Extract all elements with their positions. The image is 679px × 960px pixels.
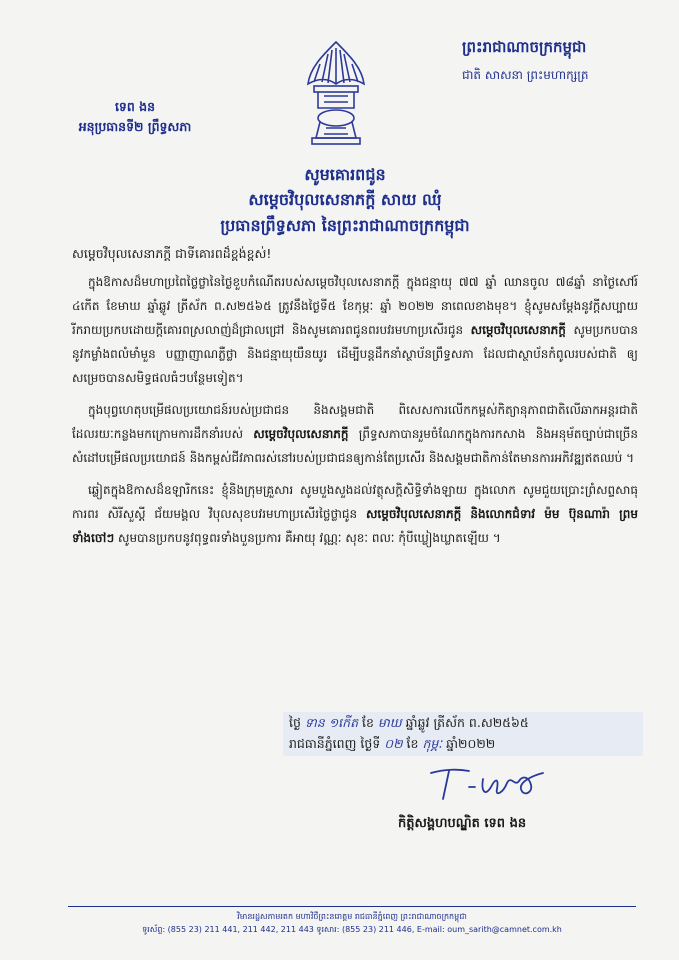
paragraph-3-bold: សម្តេចវិបុលសេនាភក្តី និងលោកជំទាវ ម៉ម ប៊ុនណារ៉ា ព្រមទាំងចៅៗ — [72, 507, 638, 545]
sender-title: អនុប្រធានទី២ ព្រឹទ្ធសភា — [78, 119, 192, 134]
lunar-date-line — [283, 712, 643, 733]
paragraph-1 — [72, 270, 638, 390]
kingdom-header — [462, 38, 672, 85]
date-block — [283, 712, 643, 756]
footer-contact: ទូរស័ព្ទ: (855 23) 211 441, 211 442, 211 443 ទូរសារ: (855 23) 211 446, E-mail: oum_sarith@camnet.com.kh — [142, 925, 562, 934]
lunar-month-label: ខែ — [361, 715, 374, 730]
national-motto: ជាតិ សាសនា ព្រះមហាក្សត្រ — [462, 68, 589, 82]
solar-year: ឆ្នាំ២០២២ — [446, 736, 496, 751]
recipient-block — [120, 163, 570, 239]
footer — [68, 910, 636, 936]
paragraph-2-text-b: ព្រឹទ្ធសភាបានរួមចំណែកក្នុងការកសាង និងអនុម័តច្បាប់ជាច្រើន សំដៅបម្រើផលប្រយោជន៍ និងកម្ពស់ជីវភាពរស់នៅរបស់ប្រជាជនឲ្យកាន់តែប្រសើរ និងសង្គមជាតិកាន់តែមានការអភិវឌ្ឍឥតឈប់ ។ — [72, 427, 638, 465]
lunar-year: ឆ្នាំឆ្លូវ ត្រីស័ក ព.ស២៥៦៥ — [405, 715, 529, 730]
solar-date-line — [283, 733, 643, 754]
paragraph-3-text-b: សូមបានប្រកបនូវពុទ្ធពរទាំងបួនប្រការ គឺអាយុ វណ្ណៈ សុខៈ ពលៈ កុំបីឃ្លៀងឃ្លាតឡើយ ។ — [118, 531, 501, 545]
signer-name: កិត្តិសង្គហបណ្ឌិត ទេព ងន — [398, 816, 527, 831]
sender-header — [60, 97, 210, 137]
paragraph-2 — [72, 398, 638, 470]
paragraph-2-bold: សម្តេចវិបុលសេនាភក្តី — [253, 427, 349, 441]
recipient-name: សម្តេចវិបុលសេនាភក្តី សាយ ឈុំ — [248, 190, 442, 209]
solar-month-label: ខែ — [406, 736, 419, 751]
recipient-greeting: សូមគោរពជូន — [304, 165, 386, 184]
footer-address: វិមានរដ្ឋសភាមរតក មហាវិថីព្រះនរោត្តម រាជធានីភ្នំពេញ ព្រះរាជាណាចក្រកម្ពុជា — [237, 912, 467, 921]
recipient-title: ប្រធានព្រឹទ្ធសភា នៃព្រះរាជាណាចក្រកម្ពុជា — [220, 216, 470, 235]
salutation: សម្តេចវិបុលសេនាភក្តី ជាទីគោរពដ៏ខ្ពង់ខ្ពស់! — [72, 246, 272, 261]
letter-body — [72, 242, 638, 558]
lunar-month: មាឃ — [377, 715, 402, 730]
paragraph-1-text-b: សូមប្រកបបាននូវកម្លាំងពលំមាំមួន បញ្ញាញាណភ្លឺថ្លា និងជន្មាយុយឺនយូរ ដើម្បីបន្តដឹកនាំស្ថាប័នព្រឹទ្ធសភា ដែលជាស្ថាប័នកំពូលរបស់ជាតិ ឲ្យសម្រេចបានសមិទ្ធផលធំៗបន្ថែមទៀត។ — [72, 323, 638, 385]
lunar-prefix: ថ្ងៃ — [289, 715, 301, 730]
paragraph-1-text-a: ក្នុងឱកាសដ៏មហាប្រពៃថ្លៃថ្លានៃថ្ងៃខួបកំណើតរបស់សម្តេចវិបុលសេនាភក្តី ក្នុងជន្មាយុ ៧៧ ឆ្នាំ ឈានចូល ៧៨ឆ្នាំ នាថ្ងៃសៅរ៍ ៤កើត ខែមាឃ ឆ្នាំឆ្លូវ ត្រីស័ក ព.ស២៥៦៥ ត្រូវនឹងថ្ងៃទី៥ ខែកុម្ភៈ ឆ្នាំ ២០២២ នាពេលខាងមុខ។ ខ្ញុំសូមសម្តែងនូវក្តីសប្បាយរីករាយប្រកបដោយក្តីគោរពស្រលាញ់ដ៏ជ្រាលជ្រៅ និងសូមគោរពជូនពរបវរមហាប្រសើរជូន — [72, 275, 638, 337]
kingdom-title: ព្រះរាជាណាចក្រកម្ពុជា — [462, 38, 587, 56]
footer-divider — [68, 906, 636, 907]
paragraph-3-text-a: ឆ្លៀតក្នុងឱកាសដ៏ឧឡារិកនេះ ខ្ញុំនិងក្រុមគ្រួសារ សូមបួងសួងដល់វត្ថុសក្តិសិទ្ធិទាំងឡាយ ក្នុងលោក សូមជួយប្រោះព្រំសព្ទសាធុការពរ សិរីសួស្តី ជ័យមង្គល វិបុលសុខបវរមហាប្រសើរថ្លៃថ្លាជូន — [72, 483, 638, 521]
solar-month: កុម្ភៈ — [422, 736, 443, 751]
place-prefix: រាជធានីភ្នំពេញ ថ្ងៃទី — [289, 736, 381, 751]
sender-name: ទេព ងន — [114, 99, 156, 114]
paragraph-2-text-a: ក្នុងបុព្វហេតុបម្រើផលប្រយោជន៍របស់ប្រជាជន និងសង្គមជាតិ ពិសេសការលើកកម្ពស់កិត្យានុភាពជាតិលើឆាកអន្តរជាតិ ដែលរយៈកន្លងមកក្រោមការដឹកនាំរបស់ — [72, 403, 638, 441]
paragraph-1-bold: សម្តេចវិបុលសេនាភក្តី — [470, 323, 566, 337]
lunar-day: ទាន ១កើត — [304, 715, 358, 730]
handwritten-signature — [425, 763, 555, 805]
solar-day: ០២ — [384, 736, 403, 751]
senate-emblem-icon — [300, 38, 372, 150]
paragraph-3 — [72, 478, 638, 550]
